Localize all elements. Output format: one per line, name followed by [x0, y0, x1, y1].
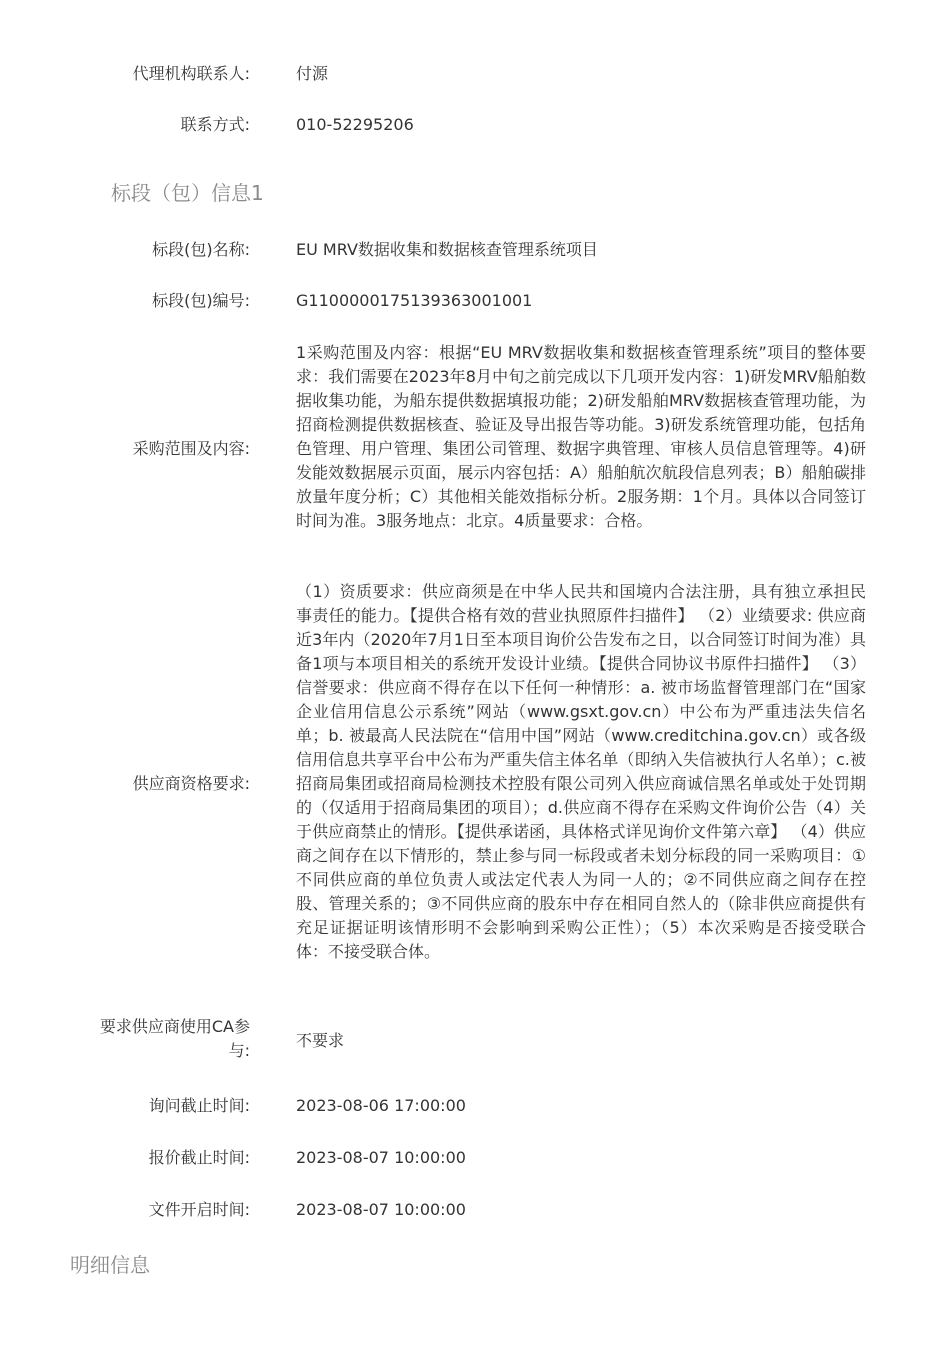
- section-title-detail: 明细信息: [70, 1253, 150, 1277]
- ca-label: 要求供应商使用CA参与:: [99, 1017, 250, 1060]
- inquiry-deadline-value: 2023-08-06 17:00:00: [296, 1096, 466, 1115]
- scope-label: 采购范围及内容:: [132, 439, 250, 458]
- lot-code-label: 标段(包)编号:: [152, 291, 250, 310]
- qualification-label: 供应商资格要求:: [132, 774, 250, 793]
- scope-value: 1采购范围及内容：根据“EU MRV数据收集和数据核查管理系统”项目的整体要求：我们需要在2023年8月中旬之前完成以下几项开发内容：1)研发MRV船舶数据收集功能，为船东提供数据填报功能；2)研发船舶MRV数据核查管理功能，为招商检测提供数据核查、验证及导出报告等功能。3)研发系统管理功能，包括角色管理、用户管理、集团公司管理、数据字典管理、审核人员信息管理等。4)研发能效数据展示页面，展示内容包括：A）船舶航次航段信息列表；B）船舶碳排放量年度分析；C）其他相关能效指标分析。2服务期：1个月。具体以合同签订时间为准。3服务地点：北京。4质量要求：合格。: [296, 343, 866, 530]
- lot-name-value: EU MRV数据收集和数据核查管理系统项目: [296, 240, 598, 259]
- lot-name-label: 标段(包)名称:: [152, 240, 250, 259]
- agency-phone-label: 联系方式:: [180, 115, 250, 134]
- file-open-value: 2023-08-07 10:00:00: [296, 1200, 466, 1219]
- file-open-label: 文件开启时间:: [148, 1200, 250, 1219]
- quote-deadline-label: 报价截止时间:: [148, 1148, 250, 1167]
- ca-value: 不要求: [296, 1031, 345, 1050]
- qualification-value: （1）资质要求：供应商须是在中华人民共和国境内合法注册，具有独立承担民事责任的能力。【提供合格有效的营业执照原件扫描件】 （2）业绩要求: 供应商近3年内（2020年7月1日至本项目询价公告发布之日，以合同签订时间为准）具备1项与本项目相关的系统开发设计业绩。【提供合同协议书原件扫描件】 （3）信誉要求：供应商不得存在以下任何一种情形：a. 被市场监督管理部门在“国家企业信用信息公示系统”网站（www.gsxt.gov.cn）中公布为严重违法失信名单；b. 被最高人民法院在“信用中国”网站（www.creditchina.gov.cn）或各级信用信息共享平台中公布为严重失信主体名单（即纳入失信被执行人名单）；c.被招商局集团或招商局检测技术控股有限公司列入供应商诚信黑名单或处于处罚期的（仅适用于招商局集团的项目）；d.供应商不得存在采购文件询价公告（4）关于供应商禁止的情形。【提供承诺函，具体格式详见询价文件第六章】 （4）供应商之间存在以下情形的，禁止参与同一标段或者未划分标段的同一采购项目：①不同供应商的单位负责人或法定代表人为同一人的；②不同供应商之间存在控股、管理关系的；③不同供应商的股东中存在相同自然人的（除非供应商提供有充足证据证明该情形明不会影响到采购公正性）；（5）本次采购是否接受联合体：不接受联合体。: [296, 582, 866, 961]
- section-title-lot1: 标段（包）信息1: [111, 181, 264, 205]
- lot-code-value: G1100000175139363001001: [296, 291, 533, 310]
- agency-contact-value: 付源: [296, 64, 329, 83]
- inquiry-deadline-label: 询问截止时间:: [148, 1096, 250, 1115]
- agency-phone-value: 010-52295206: [296, 115, 414, 134]
- agency-contact-label: 代理机构联系人:: [132, 64, 250, 83]
- quote-deadline-value: 2023-08-07 10:00:00: [296, 1148, 466, 1167]
